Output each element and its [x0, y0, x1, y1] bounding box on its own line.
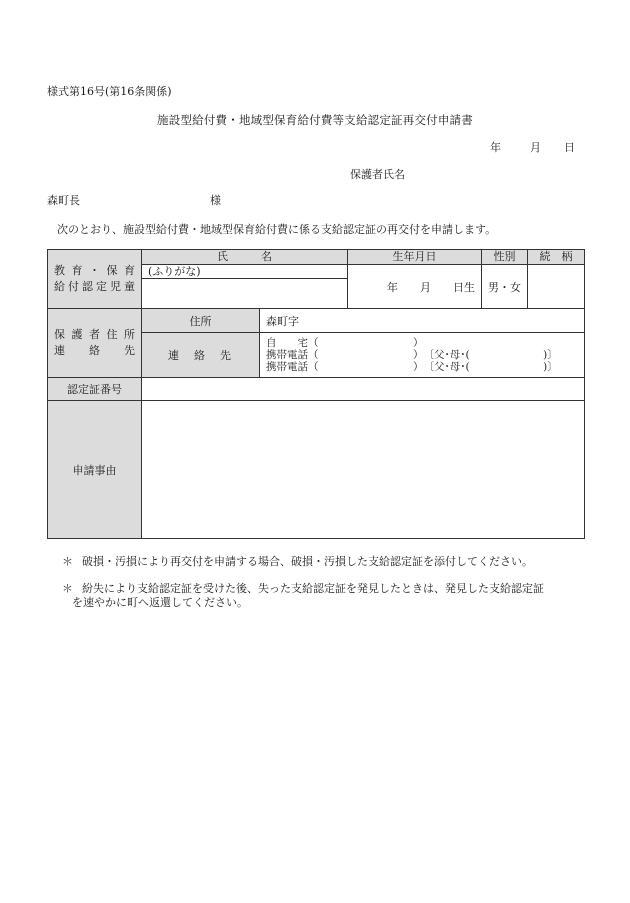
guardian-name-label: 保護者氏名	[350, 168, 405, 181]
guardian-label-line1: 保護者住所	[54, 328, 135, 341]
application-statement: 次のとおり、施設型給付費・地域型保育給付費に係る支給認定証の再交付を申請します。	[57, 223, 497, 236]
child-label	[48, 250, 142, 309]
relationship-column-header: 続 柄	[528, 250, 585, 265]
form-title: 施設型給付費・地域型保育給付費等支給認定証再交付申請書	[157, 113, 473, 127]
contact-mobile-2: 携帯電話（ ） 〔父･母･( )〕	[266, 361, 558, 373]
note-damage-text: 破損・汚損により再交付を申請する場合、破損・汚損した支給認定証を添付してください。	[82, 555, 533, 568]
note-loss-text-continued: を速やかに町へ返還してください。	[72, 596, 248, 609]
address-field[interactable]: 森町字	[260, 309, 585, 333]
note-loss	[62, 582, 544, 610]
note-damage	[62, 555, 533, 569]
contact-field[interactable]	[260, 333, 585, 378]
guardian-label-line2: 連 絡 先	[54, 344, 135, 357]
date-year: 年	[490, 141, 501, 154]
note-asterisk: ＊	[62, 582, 73, 595]
child-label-line1: 教育・保育	[54, 264, 135, 277]
birthdate-column-header: 生年月日	[348, 250, 482, 265]
reason-field[interactable]	[142, 401, 585, 539]
contact-home: 自 宅（ ）	[266, 337, 424, 349]
reason-label: 申請事由	[48, 401, 142, 539]
birthdate-field[interactable]: 年 月 日生	[348, 265, 482, 309]
date-month: 月	[530, 141, 541, 154]
contact-mobile-1: 携帯電話（ ） 〔父･母･( )〕	[266, 349, 558, 361]
application-date	[490, 139, 575, 155]
application-form-table	[47, 249, 585, 539]
name-column-header: 氏 名	[142, 250, 348, 265]
certificate-number-label: 認定証番号	[48, 378, 142, 401]
relationship-field[interactable]	[528, 265, 585, 309]
addressee-suffix: 様	[210, 194, 221, 207]
guardian-label	[48, 309, 142, 378]
furigana-field[interactable]: (ふりがな)	[142, 265, 348, 279]
form-number: 様式第16号(第16条関係)	[47, 85, 172, 98]
child-name-field[interactable]	[142, 279, 348, 309]
sex-field[interactable]: 男・女	[482, 265, 528, 309]
addressee: 森町長	[47, 194, 80, 207]
note-asterisk: ＊	[62, 555, 73, 568]
sex-column-header: 性別	[482, 250, 528, 265]
child-label-line2: 給付認定児童	[54, 280, 135, 293]
contact-label: 連 絡 先	[142, 333, 260, 378]
note-loss-text: 紛失により支給認定証を受けた後、失った支給認定証を発見したときは、発見した支給認定証	[82, 582, 544, 595]
date-day: 日	[564, 141, 575, 154]
certificate-number-field[interactable]	[142, 378, 585, 401]
address-label: 住所	[142, 309, 260, 333]
